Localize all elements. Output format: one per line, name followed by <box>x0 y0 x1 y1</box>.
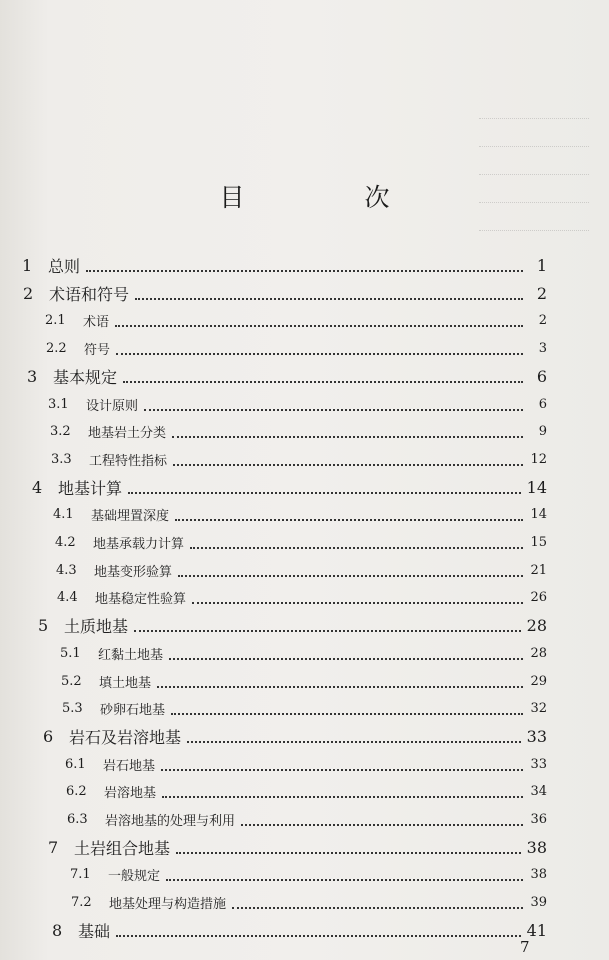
toc-entry[interactable] <box>60 638 547 668</box>
toc-entry-number: 3 <box>27 366 38 386</box>
toc-entry-label: 术语 <box>83 314 110 330</box>
toc-entry-number: 7.2 <box>71 894 92 910</box>
toc-entry-label: 土岩组合地基 <box>74 838 171 858</box>
dot-leader <box>161 769 523 771</box>
toc-entry[interactable] <box>52 915 547 945</box>
toc-entry[interactable] <box>57 582 547 612</box>
dot-leader <box>175 519 523 521</box>
dot-leader <box>173 464 523 466</box>
dot-leader <box>144 409 523 411</box>
bleed-through-line <box>479 230 589 233</box>
toc-entry-number: 2.1 <box>45 312 66 328</box>
toc-entry-label: 基础 <box>78 921 111 941</box>
toc-entry-number: 2 <box>23 283 34 303</box>
toc-entry-label: 基础埋置深度 <box>91 508 170 524</box>
dot-leader <box>135 298 523 300</box>
toc-entry-label: 符号 <box>84 342 111 358</box>
dot-leader <box>166 879 523 881</box>
toc-entry[interactable] <box>43 721 547 751</box>
toc-entry-page: 39 <box>530 894 547 910</box>
page-title: 目 次 <box>219 183 446 212</box>
toc-entry-label: 一般规定 <box>108 868 161 884</box>
toc-entry-label: 土质地基 <box>64 616 129 636</box>
dot-leader <box>190 547 523 549</box>
toc-entry-page: 38 <box>526 837 547 857</box>
toc-entry-page: 21 <box>530 562 547 578</box>
dot-leader <box>134 630 521 632</box>
toc-entry[interactable] <box>27 361 547 391</box>
toc-entry[interactable] <box>50 416 547 446</box>
toc-entry[interactable] <box>55 527 547 557</box>
toc-entry-number: 3.3 <box>51 451 72 467</box>
toc-entry[interactable] <box>45 305 547 335</box>
toc-entry-number: 4.1 <box>53 506 74 522</box>
toc-entry-page: 6 <box>536 366 547 386</box>
toc-entry-page: 15 <box>530 534 547 550</box>
toc-entry-number: 4.2 <box>55 534 76 550</box>
toc-entry-number: 8 <box>52 920 63 940</box>
toc-entry-page: 1 <box>536 255 547 275</box>
toc-entry-page: 12 <box>530 451 547 467</box>
toc-entry-label: 工程特性指标 <box>89 453 168 469</box>
bleed-through-line <box>479 174 589 177</box>
dot-leader <box>128 492 521 494</box>
toc-entry-label: 填土地基 <box>99 675 152 691</box>
toc-entry-label: 岩石地基 <box>103 758 156 774</box>
toc-entry-number: 6.1 <box>65 756 86 772</box>
toc-entry-number: 7.1 <box>70 866 91 882</box>
toc-entry-label: 设计原则 <box>86 398 139 414</box>
toc-entry-number: 7 <box>48 837 59 857</box>
toc-entry-number: 6 <box>43 726 54 746</box>
toc-entry-page: 14 <box>526 477 547 497</box>
toc-entry-number: 5 <box>38 615 49 635</box>
toc-entry-label: 总则 <box>48 256 81 276</box>
toc-entry-number: 3.2 <box>50 423 71 439</box>
toc-entry[interactable] <box>66 776 547 806</box>
toc-entry-number: 5.3 <box>62 700 83 716</box>
toc-entry-number: 4.4 <box>57 589 78 605</box>
toc-entry-page: 14 <box>530 506 547 522</box>
page-number: 7 <box>520 938 530 956</box>
dot-leader <box>116 353 523 355</box>
dot-leader <box>176 852 521 854</box>
toc-entry-label: 岩石及岩溶地基 <box>69 727 182 747</box>
toc-entry[interactable] <box>51 444 547 474</box>
bleed-through-line <box>479 118 589 121</box>
toc-entry-page: 33 <box>530 756 547 772</box>
toc-entry-page: 3 <box>538 340 547 356</box>
toc-entry-label: 术语和符号 <box>49 284 130 304</box>
dot-leader <box>115 325 523 327</box>
toc-entry[interactable] <box>38 610 547 640</box>
toc-entry-page: 26 <box>530 589 547 605</box>
toc-entry-page: 2 <box>536 283 547 303</box>
table-of-contents <box>0 250 609 940</box>
toc-entry-page: 28 <box>530 645 547 661</box>
toc-entry-label: 地基稳定性验算 <box>95 591 187 607</box>
toc-entry-label: 地基计算 <box>58 478 123 498</box>
dot-leader <box>171 713 523 715</box>
toc-entry-label: 地基承载力计算 <box>93 536 185 552</box>
dot-leader <box>241 824 523 826</box>
toc-entry-page: 2 <box>538 312 547 328</box>
dot-leader <box>232 907 523 909</box>
dot-leader <box>187 741 521 743</box>
toc-entry-page: 38 <box>530 866 547 882</box>
dot-leader <box>172 436 523 438</box>
toc-entry-number: 5.2 <box>61 673 82 689</box>
dot-leader <box>86 270 523 272</box>
toc-entry[interactable] <box>22 250 547 280</box>
toc-entry-page: 33 <box>526 726 547 746</box>
toc-entry-number: 1 <box>22 255 33 275</box>
toc-entry-page: 28 <box>526 615 547 635</box>
toc-entry-number: 5.1 <box>60 645 81 661</box>
toc-entry-page: 41 <box>526 920 547 940</box>
toc-entry-label: 地基处理与构造措施 <box>109 896 227 912</box>
toc-entry[interactable] <box>71 887 547 917</box>
dot-leader <box>123 381 523 383</box>
dot-leader <box>178 575 523 577</box>
toc-entry[interactable] <box>70 859 547 889</box>
toc-entry[interactable] <box>62 693 547 723</box>
toc-entry[interactable] <box>65 749 547 779</box>
toc-entry-page: 29 <box>530 673 547 689</box>
toc-entry-label: 砂卵石地基 <box>100 702 166 718</box>
toc-entry-page: 9 <box>538 423 547 439</box>
toc-entry-label: 红黏土地基 <box>98 647 164 663</box>
toc-entry[interactable] <box>56 555 547 585</box>
toc-entry[interactable] <box>32 472 547 502</box>
bleed-through-line <box>479 146 589 149</box>
toc-entry-label: 岩溶地基 <box>104 785 157 801</box>
toc-entry-page: 32 <box>530 700 547 716</box>
dot-leader <box>162 796 523 798</box>
toc-entry[interactable] <box>61 666 547 696</box>
toc-entry[interactable] <box>46 333 547 363</box>
dot-leader <box>116 935 521 937</box>
toc-entry[interactable] <box>48 832 547 862</box>
toc-entry-number: 4.3 <box>56 562 77 578</box>
toc-entry-number: 3.1 <box>48 396 69 412</box>
toc-entry-number: 2.2 <box>46 340 67 356</box>
toc-entry-number: 6.3 <box>67 811 88 827</box>
toc-entry-number: 6.2 <box>66 783 87 799</box>
dot-leader <box>169 658 523 660</box>
toc-entry-page: 6 <box>538 396 547 412</box>
toc-entry[interactable] <box>23 278 547 308</box>
toc-entry[interactable] <box>53 499 547 529</box>
toc-entry[interactable] <box>48 389 547 419</box>
dot-leader <box>192 602 523 604</box>
dot-leader <box>157 686 523 688</box>
toc-entry-number: 4 <box>32 477 43 497</box>
toc-entry-page: 34 <box>530 783 547 799</box>
toc-entry-label: 地基变形验算 <box>94 564 173 580</box>
toc-entry-label: 基本规定 <box>53 367 118 387</box>
toc-entry-label: 地基岩土分类 <box>88 425 167 441</box>
toc-entry-page: 36 <box>530 811 547 827</box>
toc-entry-label: 岩溶地基的处理与利用 <box>105 813 236 829</box>
toc-entry[interactable] <box>67 804 547 834</box>
